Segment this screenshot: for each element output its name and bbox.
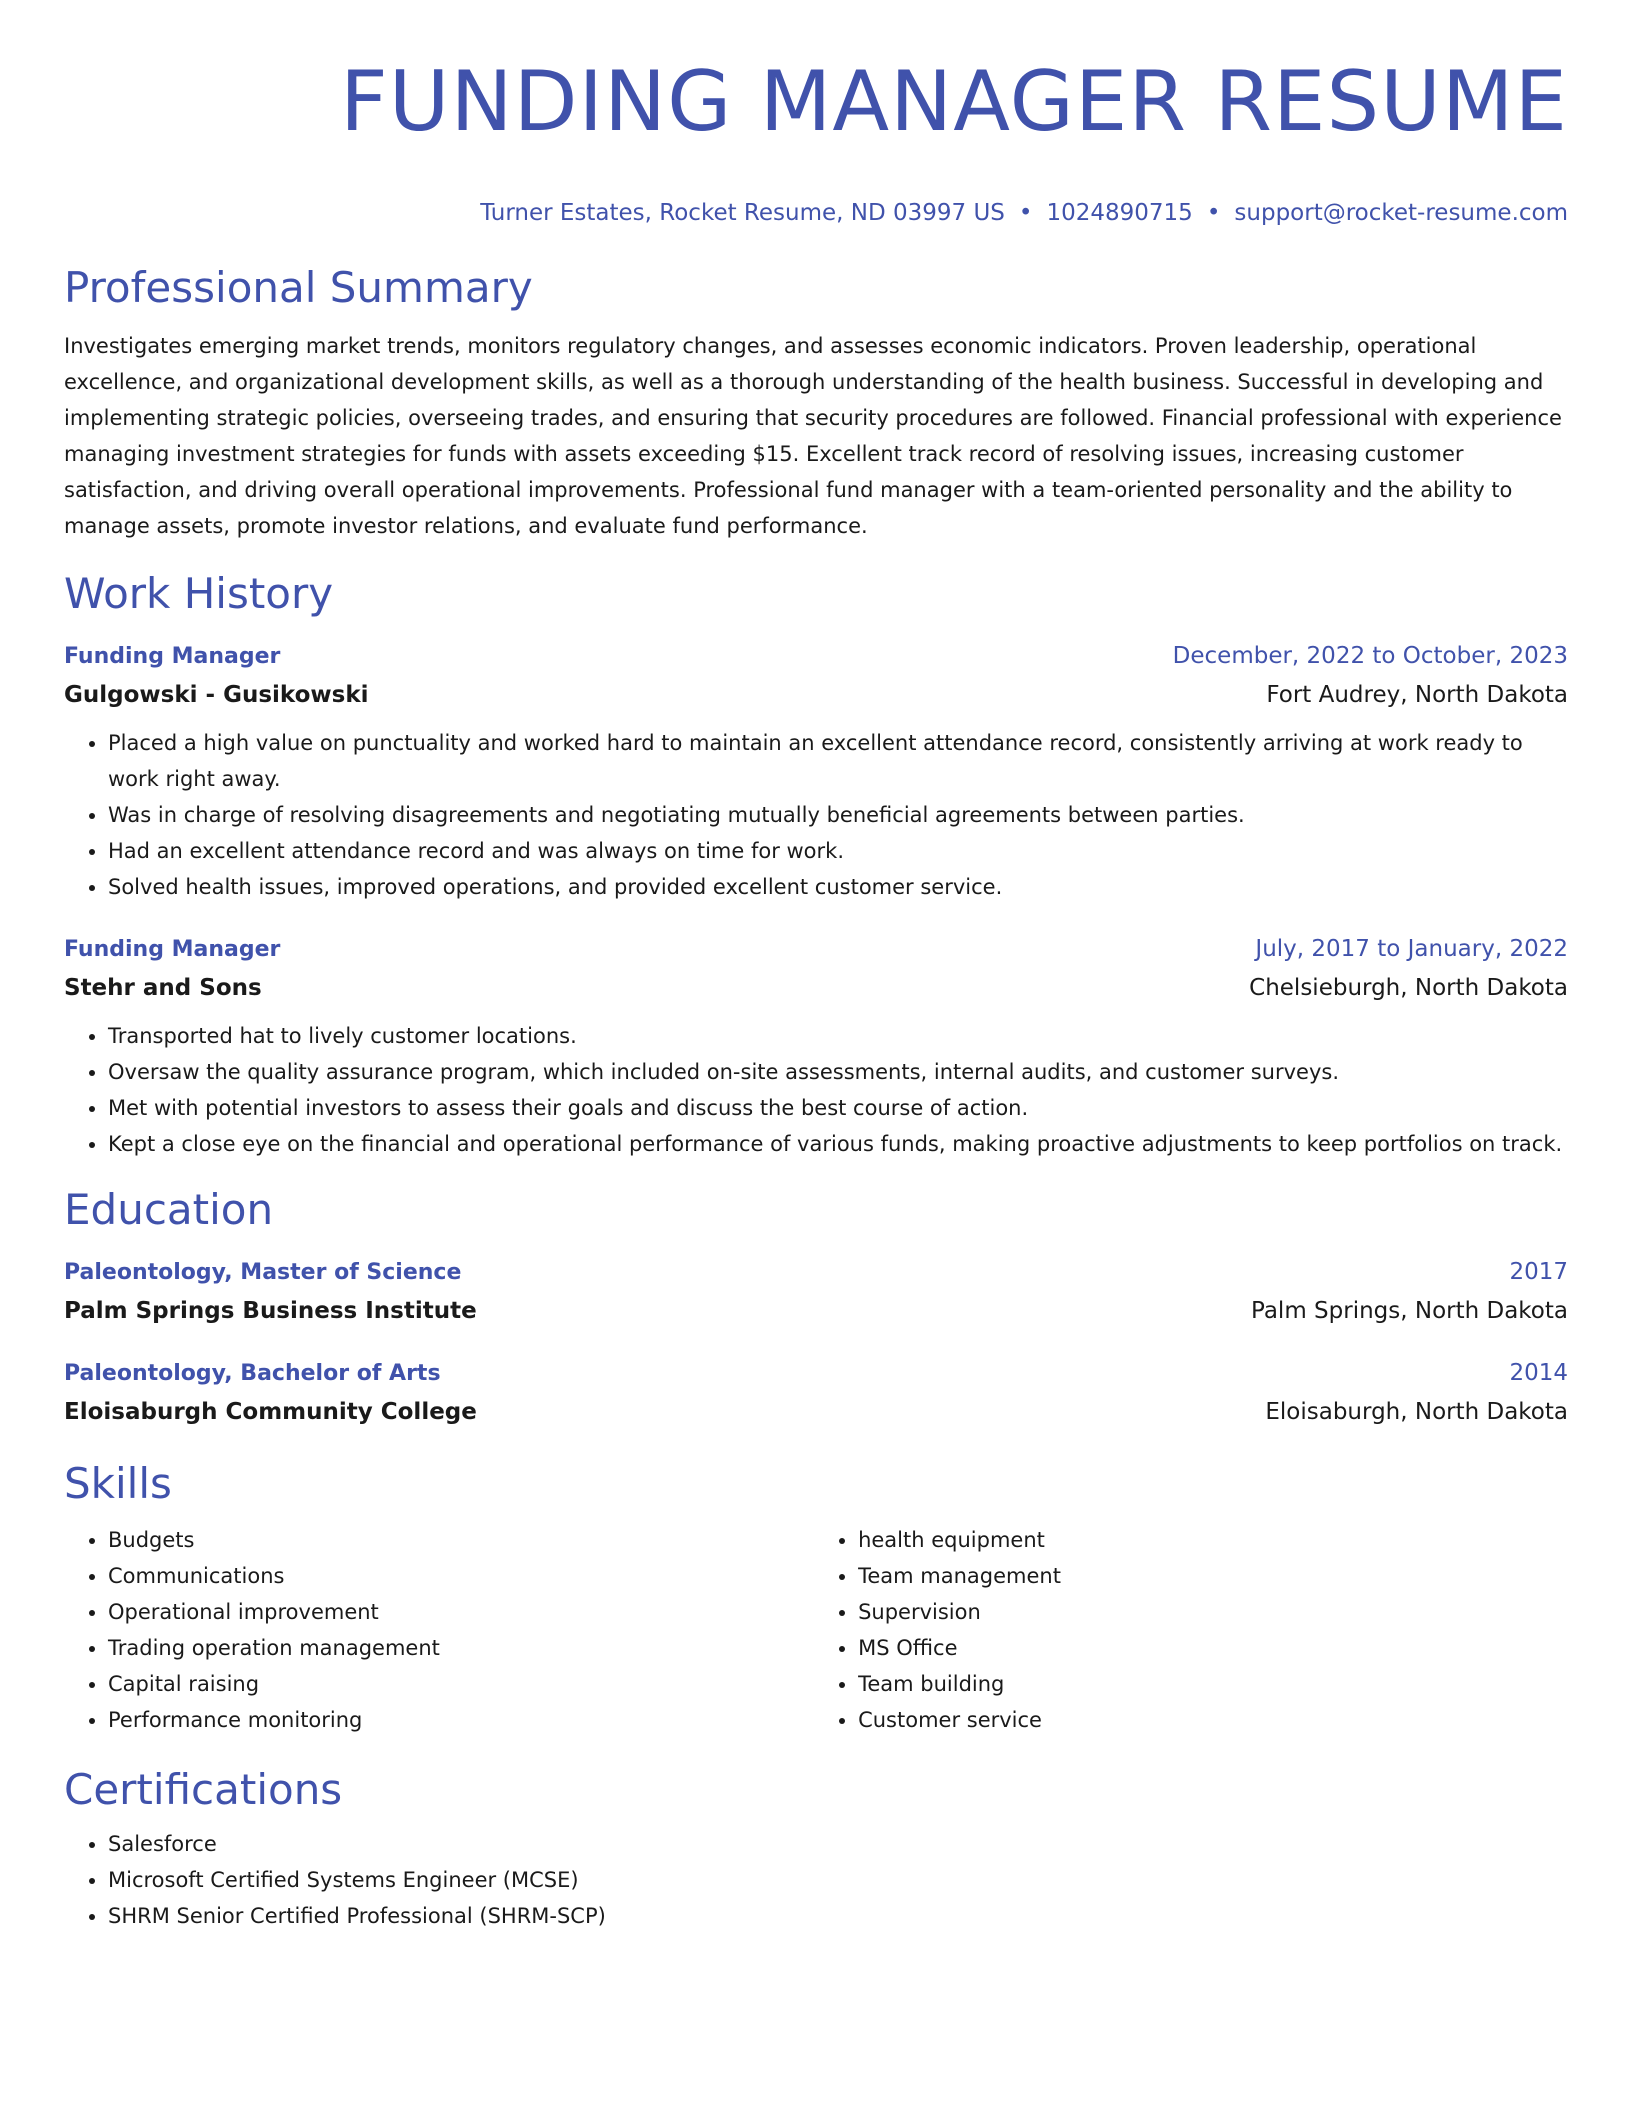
work-history-heading: Work History — [64, 569, 334, 618]
certification-item: • SHRM Senior Certified Professional (SHRM-SCP) — [108, 1898, 1568, 1934]
education-location: Palm Springs, North Dakota — [1251, 1298, 1568, 1324]
education-degree: Paleontology, Master of Science — [64, 1260, 462, 1285]
resume-header — [64, 0, 1568, 228]
skill-item: • Trading operation management — [108, 1630, 814, 1666]
job-duty: • Placed a high value on punctuality and worked hard to maintain an excellent attendance record, consistently arriving at work ready to work right away. — [108, 725, 1568, 797]
certification-item: • Microsoft Certified Systems Engineer (MCSE) — [108, 1862, 1568, 1898]
skill-item: • Performance monitoring — [108, 1702, 814, 1738]
job-duties-list — [64, 725, 1568, 905]
education-year: 2014 — [1509, 1360, 1568, 1386]
skill-item: • Customer service — [858, 1702, 1568, 1738]
skills-grid — [64, 1522, 1568, 1738]
job-duty: • Met with potential investors to assess their goals and discuss the best course of action. — [108, 1090, 1568, 1126]
skill-item: • Supervision — [858, 1594, 1568, 1630]
job-role: Funding Manager — [64, 937, 281, 962]
job-role: Funding Manager — [64, 644, 281, 669]
skill-item: • Communications — [108, 1558, 814, 1594]
education-degree: Paleontology, Bachelor of Arts — [64, 1361, 441, 1386]
job-location: Chelsieburgh, North Dakota — [1249, 975, 1568, 1001]
skill-item: • health equipment — [858, 1522, 1568, 1558]
contact-address: Turner Estates, Rocket Resume, ND 03997 US — [480, 200, 1005, 226]
certification-item: • Salesforce — [108, 1826, 1568, 1862]
job-duty: • Oversaw the quality assurance program, which included on-site assessments, internal audits, and customer surveys. — [108, 1054, 1568, 1090]
skill-item: • Budgets — [108, 1522, 814, 1558]
summary-text: Investigates emerging market trends, monitors regulatory changes, and assesses economic indicators. Proven leadership, operational excellence, and organizational development skills, as well as a thorough understanding of the health business. Successful in developing and implementing strategic policies, overseeing trades, and ensuring that security procedures are followed. Financial professional with experience managing investment strategies for funds with assets exceeding $15. Excellent track record of resolving issues, increasing customer satisfaction, and driving overall operational improvements. Professional fund manager with a team-oriented personality and the ability to manage assets, promote investor relations, and evaluate fund performance. — [64, 334, 1562, 538]
job-duty: • Kept a close eye on the financial and operational performance of various funds, making proactive adjustments to keep portfolios on track. — [108, 1126, 1568, 1162]
skills-list-left — [64, 1522, 814, 1738]
job-dates: July, 2017 to January, 2022 — [1255, 936, 1568, 962]
resume-title: FUNDING MANAGER RESUME — [340, 53, 1568, 150]
job-entry — [64, 931, 1568, 1162]
job-duty: • Transported hat to lively customer locations. — [108, 1018, 1568, 1054]
job-duty: • Had an excellent attendance record and was always on time for work. — [108, 833, 1568, 869]
contact-line — [64, 198, 1568, 228]
job-location: Fort Audrey, North Dakota — [1266, 682, 1568, 708]
skill-item: • MS Office — [858, 1630, 1568, 1666]
education-school: Eloisaburgh Community College — [64, 1399, 477, 1425]
certifications-list — [64, 1826, 1568, 1934]
skill-item: • Team management — [858, 1558, 1568, 1594]
skills-heading: Skills — [64, 1459, 172, 1508]
education-location: Eloisaburgh, North Dakota — [1265, 1399, 1568, 1425]
education-year: 2017 — [1509, 1259, 1568, 1285]
job-company: Gulgowski - Gusikowski — [64, 682, 369, 708]
education-heading: Education — [64, 1185, 274, 1234]
contact-separator: • — [1018, 200, 1033, 226]
contact-separator: • — [1206, 200, 1221, 226]
job-duty: • Was in charge of resolving disagreements and negotiating mutually beneficial agreements between parties. — [108, 797, 1568, 833]
skill-item: • Operational improvement — [108, 1594, 814, 1630]
job-duties-list — [64, 1018, 1568, 1162]
skills-list-right — [814, 1522, 1568, 1738]
job-entry — [64, 638, 1568, 905]
job-company: Stehr and Sons — [64, 975, 262, 1001]
contact-phone: 1024890715 — [1046, 200, 1193, 226]
contact-email: support@rocket-resume.com — [1234, 200, 1568, 226]
job-dates: December, 2022 to October, 2023 — [1172, 643, 1568, 669]
education-school: Palm Springs Business Institute — [64, 1298, 477, 1324]
certifications-heading: Certifications — [64, 1765, 343, 1814]
skill-item: • Capital raising — [108, 1666, 814, 1702]
skill-item: • Team building — [858, 1666, 1568, 1702]
education-entry — [64, 1355, 1568, 1432]
education-entry — [64, 1254, 1568, 1331]
job-duty: • Solved health issues, improved operations, and provided excellent customer service. — [108, 869, 1568, 905]
summary-heading: Professional Summary — [64, 263, 533, 312]
